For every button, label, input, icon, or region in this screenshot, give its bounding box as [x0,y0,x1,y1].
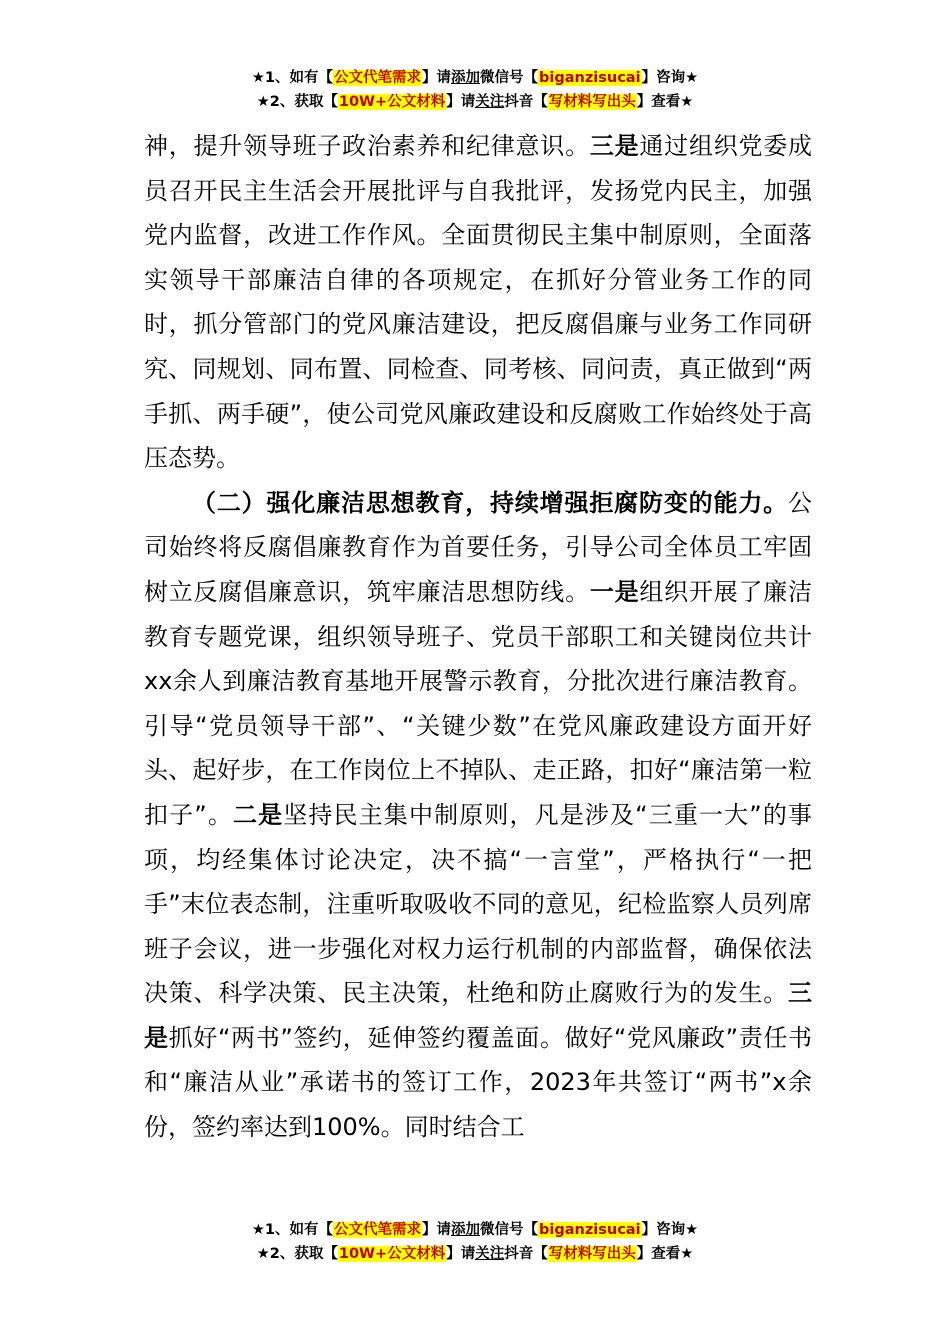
banner-text: 】请 [446,1246,476,1262]
banner-text: ★2、获取【 [256,94,338,110]
paragraph-text: 组织开展了廉洁教育专题党课，组织领导班子、党员干部职工和关键岗位共计xx余人到廉洁教育基地开展警示教育，分批次进行廉洁教育。引导“党员领导干部”、“关键少数”在党风廉政建设方面开好头、起好步，在工作岗位上不掉队、走正路，扣好“廉洁第一粒扣子”。 [144,577,813,829]
paragraph-2 [144,481,812,1150]
emphasis-label: 三是 [589,132,640,160]
banner-highlight: biganzisucai [539,70,641,86]
emphasis-label: 一是 [589,577,640,606]
paragraph-text: 抓好“两书”签约，延伸签约覆盖面。做好“党风廉政”责任书和“廉洁从业”承诺书的签订工作，2023年共签订“两书”x余份，签约率达到100%。同时结合工 [144,1023,813,1142]
emphasis-label: 三是 [144,979,812,1052]
banner-line-1 [0,66,950,90]
banner-highlight: 10W+公文材料 [338,1246,446,1262]
document-body [144,124,812,1150]
banner-underline: 添加 [451,1222,481,1238]
banner-underline: 关注 [475,94,505,110]
banner-text: 抖音【 [504,1246,548,1262]
footer-banner [0,1218,950,1266]
header-banner [0,66,950,114]
paragraph-text: 通过组织党委成员召开民主生活会开展批评与自我批评，发扬党内民主，加强党内监督，改进工作作风。全面贯彻民主集中制原则，全面落实领导干部廉洁自律的各项规定，在抓好分管业务工作的同时，抓分管部门的党风廉洁建设，把反腐倡廉与业务工作同研究、同规划、同布置、同检查、同考核、同问责，真正做到“两手抓、两手硬”，使公司党风廉政建设和反腐败工作始终处于高压态势。 [144,132,813,473]
banner-text: 】查看★ [636,1246,694,1262]
banner-highlight: 10W+公文材料 [338,94,446,110]
banner-line-1 [0,1218,950,1242]
paragraph-text: 神，提升领导班子政治素养和纪律意识。 [144,132,590,160]
banner-text: 抖音【 [504,94,548,110]
banner-underline: 关注 [475,1246,505,1262]
banner-text: 】请 [422,70,452,86]
banner-highlight: 写材料写出头 [548,94,636,110]
banner-highlight: 写材料写出头 [548,1246,636,1262]
banner-text: 】请 [422,1222,452,1238]
banner-text: 】咨询★ [641,1222,699,1238]
banner-text: 微信号【 [480,1222,539,1238]
section-heading: （二）强化廉洁思想教育，持续增强拒腐防变的能力。 [192,488,788,517]
paragraph-text: 坚持民主集中制原则，凡是涉及“三重一大”的事项，均经集体讨论决定，决不搞“一言堂”，严格执行“一把手”末位表态制，注重听取吸收不同的意见，纪检监察人员列席班子会议，进一步强化对权力运行机制的内部监督，确保依法决策、科学决策、民主决策，杜绝和防止腐败行为的发生。 [144,800,812,1008]
banner-highlight: biganzisucai [539,1222,641,1238]
banner-line-2 [0,1242,950,1266]
banner-text: 】咨询★ [641,70,699,86]
banner-text: 】查看★ [636,94,694,110]
banner-highlight: 公文代笔需求 [334,1222,422,1238]
banner-highlight: 公文代笔需求 [334,70,422,86]
emphasis-label: 二是 [232,800,284,829]
banner-text: ★1、如有【 [251,1222,334,1238]
banner-text: ★2、获取【 [256,1246,338,1262]
paragraph-text: 公司始终将反腐倡廉教育作为首要任务，引导公司全体员工牢固树立反腐倡廉意识，筑牢廉洁思想防线。 [144,488,812,606]
banner-text: ★1、如有【 [251,70,334,86]
banner-text: 微信号【 [480,70,539,86]
paragraph-1 [144,124,812,481]
banner-line-2 [0,90,950,114]
banner-text: 】请 [446,94,476,110]
banner-underline: 添加 [451,70,481,86]
